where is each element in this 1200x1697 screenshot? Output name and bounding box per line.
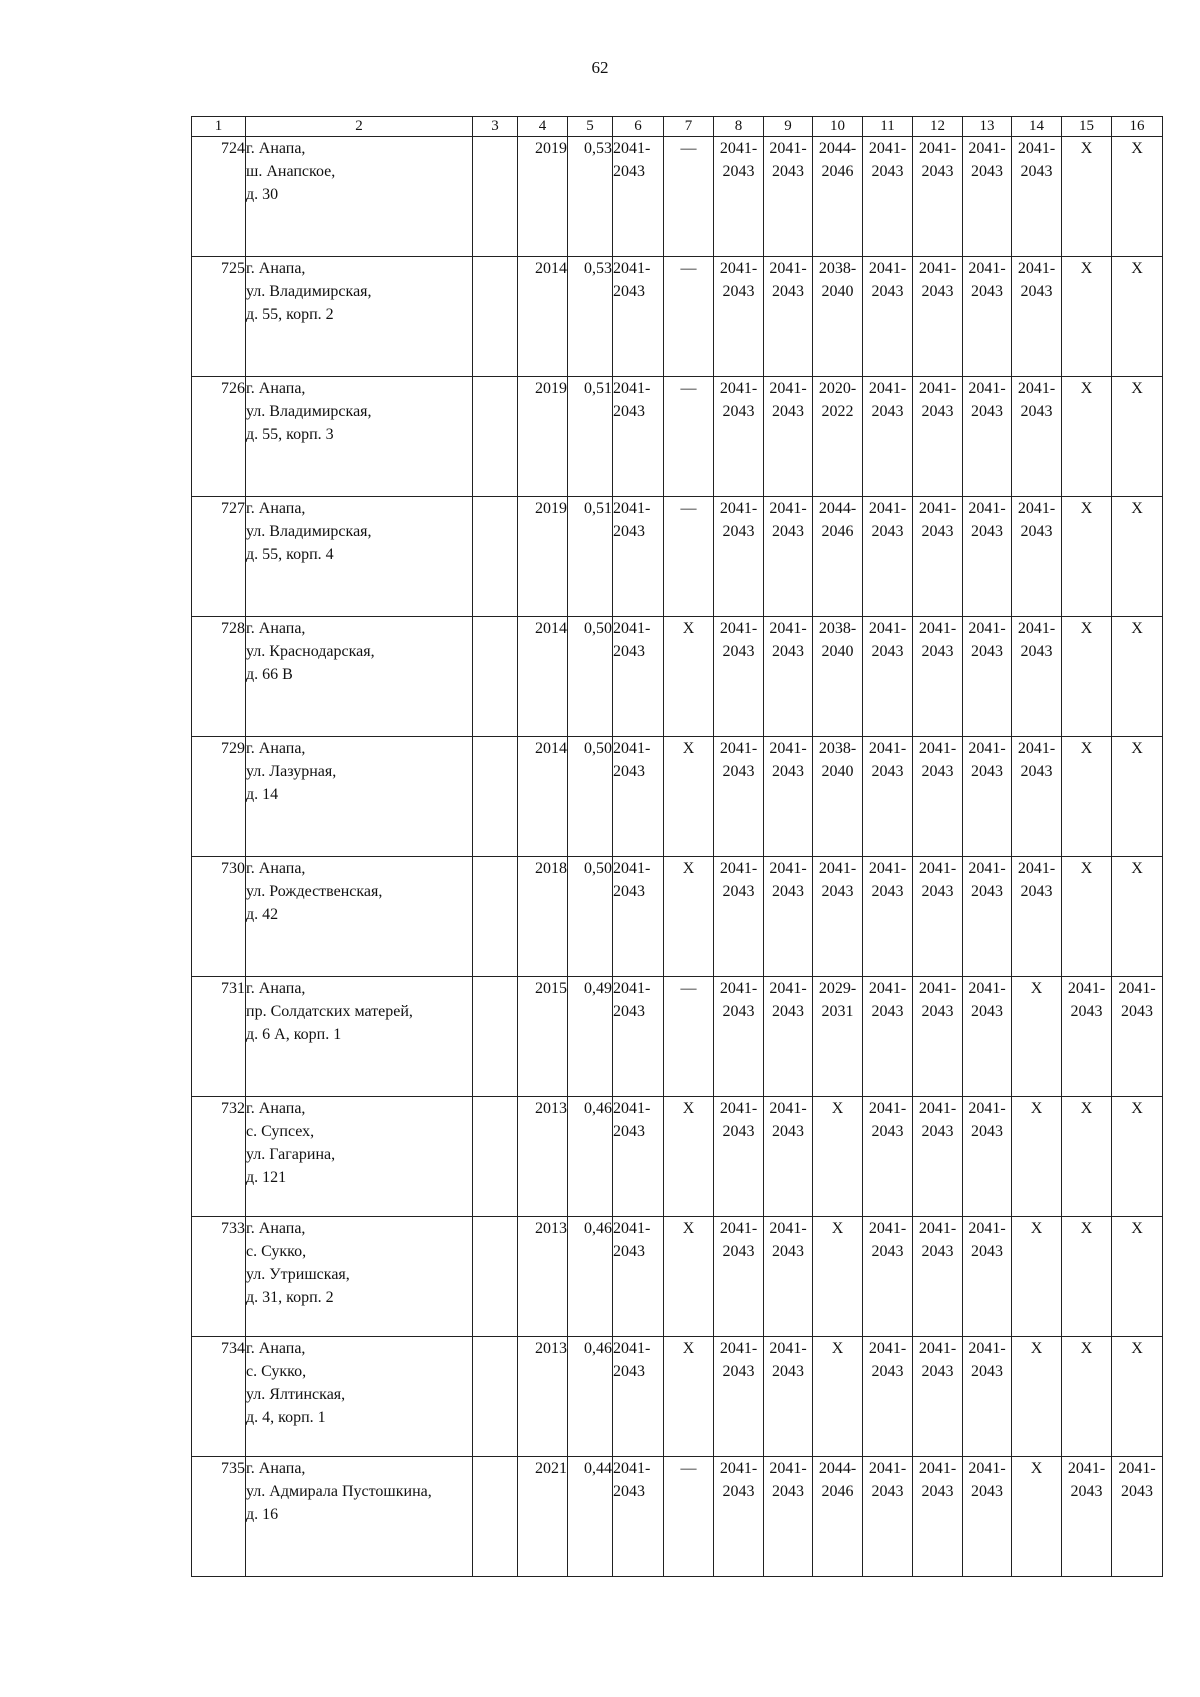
row-number: 734 — [192, 1337, 246, 1457]
cell-year: 2019 — [518, 497, 568, 617]
cell-col6: 2041- 2043 — [613, 137, 664, 257]
cell-col3 — [473, 377, 518, 497]
table-row — [192, 1217, 1163, 1337]
row-number: 728 — [192, 617, 246, 737]
col-header: 14 — [1012, 117, 1062, 137]
cell-col7: — — [664, 497, 714, 617]
cell-col12: 2041- 2043 — [913, 257, 963, 377]
table-row — [192, 497, 1163, 617]
col-header: 3 — [473, 117, 518, 137]
cell-col13: 2041- 2043 — [963, 137, 1012, 257]
address-cell: г. Анапа, ул. Краснодарская, д. 66 В — [246, 617, 473, 737]
cell-year: 2019 — [518, 137, 568, 257]
cell-col10: 2038- 2040 — [813, 257, 863, 377]
col-header: 8 — [714, 117, 764, 137]
cell-col10: 2020- 2022 — [813, 377, 863, 497]
cell-col15: 2041- 2043 — [1062, 1457, 1112, 1577]
cell-col6: 2041- 2043 — [613, 377, 664, 497]
col-header: 9 — [764, 117, 813, 137]
col-header: 12 — [913, 117, 963, 137]
address-cell: г. Анапа, с. Сукко, ул. Ялтинская, д. 4, корп. 1 — [246, 1337, 473, 1457]
header-row — [192, 117, 1163, 137]
address-cell: г. Анапа, ул. Владимирская, д. 55, корп. 4 — [246, 497, 473, 617]
cell-col16: X — [1112, 737, 1163, 857]
col-header: 1 — [192, 117, 246, 137]
cell-col8: 2041- 2043 — [714, 137, 764, 257]
col-header: 4 — [518, 117, 568, 137]
cell-col13: 2041- 2043 — [963, 1457, 1012, 1577]
cell-col15: X — [1062, 1337, 1112, 1457]
cell-col10: 2044- 2046 — [813, 1457, 863, 1577]
cell-col8: 2041- 2043 — [714, 377, 764, 497]
cell-col14: 2041- 2043 — [1012, 257, 1062, 377]
cell-col8: 2041- 2043 — [714, 1217, 764, 1337]
cell-col16: X — [1112, 857, 1163, 977]
cell-ratio: 0,46 — [568, 1097, 613, 1217]
cell-col6: 2041- 2043 — [613, 497, 664, 617]
cell-col15: X — [1062, 857, 1112, 977]
col-header: 10 — [813, 117, 863, 137]
cell-col15: X — [1062, 377, 1112, 497]
table-row — [192, 1337, 1163, 1457]
cell-col14: X — [1012, 1217, 1062, 1337]
cell-col11: 2041- 2043 — [863, 377, 913, 497]
cell-col7: — — [664, 377, 714, 497]
cell-col3 — [473, 257, 518, 377]
cell-col6: 2041- 2043 — [613, 977, 664, 1097]
cell-col15: X — [1062, 497, 1112, 617]
cell-col16: X — [1112, 497, 1163, 617]
schedule-table — [191, 116, 1163, 1577]
cell-col16: X — [1112, 377, 1163, 497]
cell-col6: 2041- 2043 — [613, 257, 664, 377]
cell-col12: 2041- 2043 — [913, 617, 963, 737]
row-number: 735 — [192, 1457, 246, 1577]
row-number: 731 — [192, 977, 246, 1097]
cell-col10: X — [813, 1097, 863, 1217]
cell-col11: 2041- 2043 — [863, 617, 913, 737]
cell-col6: 2041- 2043 — [613, 1217, 664, 1337]
cell-col3 — [473, 497, 518, 617]
cell-year: 2019 — [518, 377, 568, 497]
cell-col8: 2041- 2043 — [714, 617, 764, 737]
cell-ratio: 0,46 — [568, 1217, 613, 1337]
address-cell: г. Анапа, ш. Анапское, д. 30 — [246, 137, 473, 257]
col-header: 7 — [664, 117, 714, 137]
cell-col8: 2041- 2043 — [714, 257, 764, 377]
address-cell: г. Анапа, пр. Солдатских матерей, д. 6 А, корп. 1 — [246, 977, 473, 1097]
cell-col6: 2041- 2043 — [613, 617, 664, 737]
row-number: 730 — [192, 857, 246, 977]
cell-col14: X — [1012, 1457, 1062, 1577]
cell-year: 2014 — [518, 737, 568, 857]
col-header: 5 — [568, 117, 613, 137]
cell-col12: 2041- 2043 — [913, 497, 963, 617]
cell-ratio: 0,51 — [568, 377, 613, 497]
cell-ratio: 0,53 — [568, 257, 613, 377]
cell-col16: X — [1112, 617, 1163, 737]
cell-year: 2013 — [518, 1337, 568, 1457]
cell-ratio: 0,46 — [568, 1337, 613, 1457]
cell-col11: 2041- 2043 — [863, 1217, 913, 1337]
cell-col8: 2041- 2043 — [714, 1457, 764, 1577]
table-row — [192, 1097, 1163, 1217]
row-number: 726 — [192, 377, 246, 497]
cell-col16: 2041- 2043 — [1112, 977, 1163, 1097]
cell-col13: 2041- 2043 — [963, 977, 1012, 1097]
address-cell: г. Анапа, с. Супсех, ул. Гагарина, д. 121 — [246, 1097, 473, 1217]
cell-col14: 2041- 2043 — [1012, 857, 1062, 977]
cell-col15: X — [1062, 737, 1112, 857]
table-row — [192, 977, 1163, 1097]
cell-col11: 2041- 2043 — [863, 137, 913, 257]
cell-col7: — — [664, 977, 714, 1097]
table-row — [192, 857, 1163, 977]
row-number: 727 — [192, 497, 246, 617]
cell-col7: X — [664, 857, 714, 977]
cell-col12: 2041- 2043 — [913, 1217, 963, 1337]
cell-col14: 2041- 2043 — [1012, 137, 1062, 257]
cell-col8: 2041- 2043 — [714, 1337, 764, 1457]
cell-col13: 2041- 2043 — [963, 1097, 1012, 1217]
table-row — [192, 257, 1163, 377]
cell-col12: 2041- 2043 — [913, 1097, 963, 1217]
row-number: 732 — [192, 1097, 246, 1217]
cell-col13: 2041- 2043 — [963, 257, 1012, 377]
cell-col14: X — [1012, 1097, 1062, 1217]
cell-col9: 2041- 2043 — [764, 1217, 813, 1337]
address-cell: г. Анапа, ул. Адмирала Пустошкина, д. 16 — [246, 1457, 473, 1577]
cell-col3 — [473, 617, 518, 737]
cell-col10: 2038- 2040 — [813, 737, 863, 857]
cell-col15: X — [1062, 1217, 1112, 1337]
cell-col3 — [473, 1337, 518, 1457]
cell-col9: 2041- 2043 — [764, 137, 813, 257]
cell-year: 2021 — [518, 1457, 568, 1577]
cell-col10: 2038- 2040 — [813, 617, 863, 737]
cell-col12: 2041- 2043 — [913, 1457, 963, 1577]
address-cell: г. Анапа, ул. Рождественская, д. 42 — [246, 857, 473, 977]
cell-col16: X — [1112, 137, 1163, 257]
cell-col11: 2041- 2043 — [863, 497, 913, 617]
table-row — [192, 377, 1163, 497]
cell-col9: 2041- 2043 — [764, 857, 813, 977]
cell-col6: 2041- 2043 — [613, 857, 664, 977]
cell-col7: X — [664, 1337, 714, 1457]
cell-year: 2014 — [518, 617, 568, 737]
cell-year: 2013 — [518, 1097, 568, 1217]
cell-col10: 2044- 2046 — [813, 137, 863, 257]
cell-col7: X — [664, 1097, 714, 1217]
cell-ratio: 0,53 — [568, 137, 613, 257]
cell-col3 — [473, 1457, 518, 1577]
cell-col10: 2041- 2043 — [813, 857, 863, 977]
cell-col9: 2041- 2043 — [764, 1337, 813, 1457]
row-number: 729 — [192, 737, 246, 857]
cell-col7: X — [664, 617, 714, 737]
cell-year: 2018 — [518, 857, 568, 977]
cell-col11: 2041- 2043 — [863, 1457, 913, 1577]
cell-col12: 2041- 2043 — [913, 1337, 963, 1457]
cell-col14: 2041- 2043 — [1012, 497, 1062, 617]
cell-col13: 2041- 2043 — [963, 737, 1012, 857]
table-row — [192, 1457, 1163, 1577]
cell-col15: X — [1062, 137, 1112, 257]
cell-col9: 2041- 2043 — [764, 737, 813, 857]
cell-ratio: 0,49 — [568, 977, 613, 1097]
cell-year: 2014 — [518, 257, 568, 377]
cell-col12: 2041- 2043 — [913, 977, 963, 1097]
cell-col12: 2041- 2043 — [913, 857, 963, 977]
cell-col14: X — [1012, 977, 1062, 1097]
cell-year: 2013 — [518, 1217, 568, 1337]
cell-year: 2015 — [518, 977, 568, 1097]
address-cell: г. Анапа, ул. Лазурная, д. 14 — [246, 737, 473, 857]
cell-ratio: 0,50 — [568, 617, 613, 737]
cell-col9: 2041- 2043 — [764, 257, 813, 377]
cell-col12: 2041- 2043 — [913, 737, 963, 857]
cell-ratio: 0,44 — [568, 1457, 613, 1577]
table-row — [192, 737, 1163, 857]
cell-col12: 2041- 2043 — [913, 137, 963, 257]
cell-col3 — [473, 737, 518, 857]
cell-col7: X — [664, 737, 714, 857]
cell-col8: 2041- 2043 — [714, 737, 764, 857]
col-header: 6 — [613, 117, 664, 137]
cell-col13: 2041- 2043 — [963, 1217, 1012, 1337]
cell-col10: 2029- 2031 — [813, 977, 863, 1097]
cell-col16: X — [1112, 1217, 1163, 1337]
address-cell: г. Анапа, с. Сукко, ул. Утришская, д. 31, корп. 2 — [246, 1217, 473, 1337]
cell-col9: 2041- 2043 — [764, 497, 813, 617]
table-row — [192, 617, 1163, 737]
cell-col15: X — [1062, 1097, 1112, 1217]
row-number: 724 — [192, 137, 246, 257]
cell-col11: 2041- 2043 — [863, 857, 913, 977]
cell-ratio: 0,50 — [568, 857, 613, 977]
cell-col7: — — [664, 1457, 714, 1577]
cell-col15: X — [1062, 617, 1112, 737]
cell-col10: X — [813, 1217, 863, 1337]
cell-col9: 2041- 2043 — [764, 1457, 813, 1577]
cell-col10: X — [813, 1337, 863, 1457]
cell-col11: 2041- 2043 — [863, 1337, 913, 1457]
cell-col12: 2041- 2043 — [913, 377, 963, 497]
cell-col3 — [473, 977, 518, 1097]
cell-col10: 2044- 2046 — [813, 497, 863, 617]
cell-col14: X — [1012, 1337, 1062, 1457]
cell-col13: 2041- 2043 — [963, 497, 1012, 617]
cell-col11: 2041- 2043 — [863, 977, 913, 1097]
cell-col16: X — [1112, 1097, 1163, 1217]
address-cell: г. Анапа, ул. Владимирская, д. 55, корп. 3 — [246, 377, 473, 497]
cell-col3 — [473, 857, 518, 977]
col-header: 11 — [863, 117, 913, 137]
row-number: 733 — [192, 1217, 246, 1337]
cell-col9: 2041- 2043 — [764, 377, 813, 497]
cell-col8: 2041- 2043 — [714, 497, 764, 617]
cell-col8: 2041- 2043 — [714, 977, 764, 1097]
cell-col7: — — [664, 137, 714, 257]
cell-col13: 2041- 2043 — [963, 377, 1012, 497]
cell-col13: 2041- 2043 — [963, 857, 1012, 977]
cell-col16: X — [1112, 1337, 1163, 1457]
cell-col13: 2041- 2043 — [963, 617, 1012, 737]
cell-col14: 2041- 2043 — [1012, 377, 1062, 497]
cell-col15: 2041- 2043 — [1062, 977, 1112, 1097]
col-header: 13 — [963, 117, 1012, 137]
cell-col13: 2041- 2043 — [963, 1337, 1012, 1457]
cell-col15: X — [1062, 257, 1112, 377]
table-row — [192, 137, 1163, 257]
cell-ratio: 0,50 — [568, 737, 613, 857]
page-number: 62 — [591, 58, 609, 77]
col-header: 2 — [246, 117, 473, 137]
cell-col3 — [473, 1217, 518, 1337]
cell-col8: 2041- 2043 — [714, 857, 764, 977]
col-header: 16 — [1112, 117, 1163, 137]
cell-col6: 2041- 2043 — [613, 1457, 664, 1577]
cell-col7: — — [664, 257, 714, 377]
cell-col9: 2041- 2043 — [764, 1097, 813, 1217]
cell-col6: 2041- 2043 — [613, 1097, 664, 1217]
cell-ratio: 0,51 — [568, 497, 613, 617]
col-header: 15 — [1062, 117, 1112, 137]
cell-col14: 2041- 2043 — [1012, 737, 1062, 857]
cell-col16: 2041- 2043 — [1112, 1457, 1163, 1577]
cell-col11: 2041- 2043 — [863, 1097, 913, 1217]
cell-col14: 2041- 2043 — [1012, 617, 1062, 737]
cell-col11: 2041- 2043 — [863, 737, 913, 857]
cell-col8: 2041- 2043 — [714, 1097, 764, 1217]
cell-col9: 2041- 2043 — [764, 617, 813, 737]
cell-col7: X — [664, 1217, 714, 1337]
address-cell: г. Анапа, ул. Владимирская, д. 55, корп. 2 — [246, 257, 473, 377]
cell-col11: 2041- 2043 — [863, 257, 913, 377]
cell-col6: 2041- 2043 — [613, 737, 664, 857]
cell-col3 — [473, 1097, 518, 1217]
cell-col3 — [473, 137, 518, 257]
row-number: 725 — [192, 257, 246, 377]
cell-col6: 2041- 2043 — [613, 1337, 664, 1457]
cell-col16: X — [1112, 257, 1163, 377]
cell-col9: 2041- 2043 — [764, 977, 813, 1097]
